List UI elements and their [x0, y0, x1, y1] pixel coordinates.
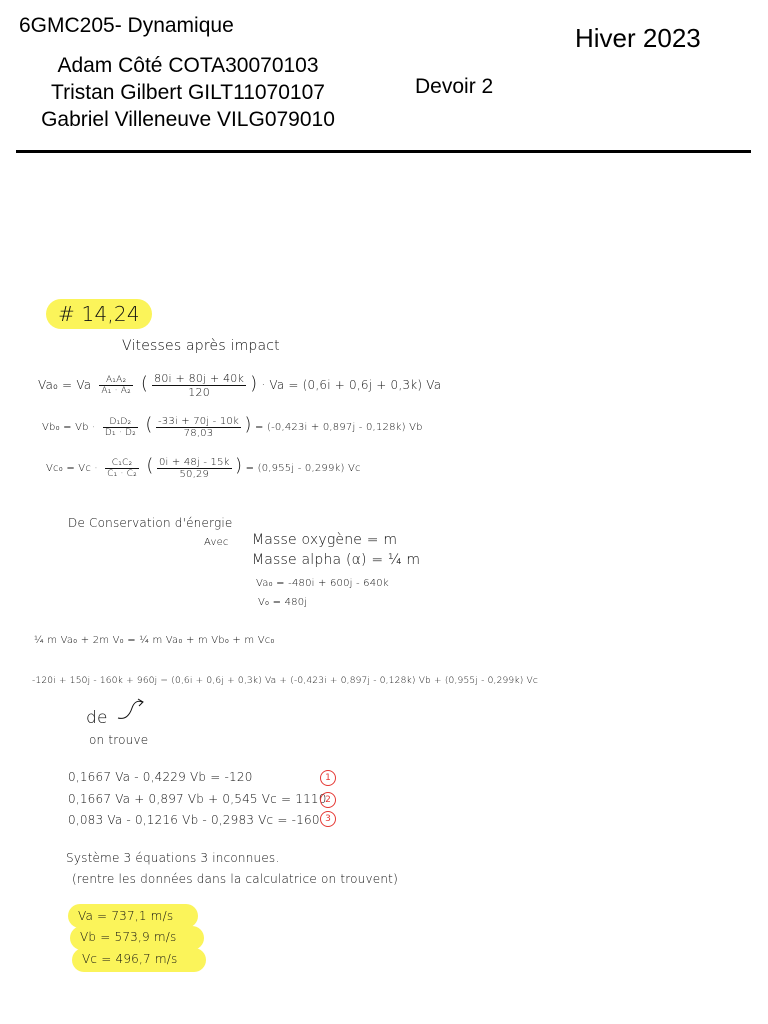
- result-vb: Vb = 573,9 m/s: [80, 930, 177, 944]
- fraction-denominator: 50,29: [179, 468, 210, 480]
- fraction-denominator: A₁ · A₂: [101, 386, 131, 396]
- result-va: Va = 737,1 m/s: [78, 909, 174, 923]
- fraction-numerator: 0i + 48j - 15k: [158, 456, 230, 468]
- system-equation-2: 0,1667 Va + 0,897 Vb + 0,545 Vc = 1110: [68, 792, 327, 806]
- course-title: 6GMC205- Dynamique: [19, 14, 234, 37]
- result-vc: Vc = 496,7 m/s: [82, 952, 178, 966]
- equation-result: = (0,955j - 0,299k) Vc: [245, 463, 361, 474]
- oxygen-mass: Masse oxygène = m: [252, 532, 398, 548]
- equation-va: Va₀ = Va $\frac{\text{A₁A₂}}{\text{A₁ · A₂}}$ ( $\frac{80i + 80j + 40k}{120}$ ) · Va = (0,6i + 0,6j + 0,3k) Va: [38, 372, 442, 399]
- fraction-numerator: C₁C₂: [105, 458, 139, 469]
- fraction-numerator: A₁A₂: [99, 375, 133, 386]
- fraction-numerator: 80i + 80j + 40k: [154, 372, 245, 385]
- problem-number: # 14,24: [46, 299, 152, 329]
- author-name: Adam Côté COTA30070103: [57, 54, 319, 77]
- equation-vc: Vc₀ = Vc · $\frac{\text{C₁C₂}}{\text{C₁ · C₂}}$ ( $\frac{0i + 48j - 15k}{50,29}$ ) = (0,955j - 0,299k) Vc: [46, 455, 361, 480]
- alpha-initial-velocity: Va₀ = -480i + 600j - 640k: [256, 578, 389, 589]
- momentum-equation: ¼ m Va₀ + 2m V₀ = ¼ m Va₀ + m Vb₀ + m Vc₀: [34, 635, 275, 646]
- fraction-numerator: D₁D₂: [103, 417, 138, 428]
- assignment-label: Devoir 2: [415, 75, 494, 98]
- fraction-denominator: D₁ · D₂: [104, 427, 136, 438]
- section-title: Vitesses après impact: [122, 338, 280, 354]
- unit-vector-fraction: [99, 375, 133, 396]
- equation-lhs: Vc₀ = Vc ·: [46, 463, 98, 474]
- unit-vector-fraction: [103, 417, 138, 438]
- alpha-mass: Masse alpha (α) = ¼ m: [252, 552, 421, 568]
- oxygen-initial-velocity: V₀ = 480j: [258, 597, 308, 608]
- equation-lhs: Vb₀ = Vb ·: [42, 422, 96, 433]
- equation-number-1: 1: [320, 770, 336, 786]
- arrow-icon: [116, 698, 146, 722]
- semester-label: Hiver 2023: [575, 23, 701, 53]
- direction-fraction: [156, 416, 241, 439]
- direction-fraction: [157, 457, 232, 480]
- fraction-denominator: 78,03: [183, 427, 214, 439]
- equation-vb: Vb₀ = Vb · $\frac{\text{D₁D₂}}{\text{D₁ · D₂}}$ ( $\frac{-33i + 70j - 10k}{78,03}$ ) = (-0,423i + 0,897j - 0,128k) Vb: [42, 414, 423, 439]
- calculator-note: (rentre les données dans la calculatrice on trouvent): [72, 872, 398, 886]
- fraction-denominator: C₁ · C₂: [107, 468, 137, 479]
- equation-number-3: 3: [320, 811, 336, 827]
- system-equation-3: 0,083 Va - 0,1216 Vb - 0,2983 Vc = -160: [68, 813, 320, 827]
- system-equation-1: 0,1667 Va - 0,4229 Vb = -120: [68, 770, 253, 784]
- equation-lhs: Va₀ = Va: [38, 378, 92, 392]
- on-trouve-label: on trouve: [89, 733, 149, 747]
- fraction-numerator: -33i + 70j - 10k: [157, 415, 239, 427]
- system-note: Système 3 équations 3 inconnues.: [66, 851, 280, 865]
- equation-number-2: 2: [320, 792, 336, 808]
- fraction-denominator: 120: [188, 386, 210, 399]
- author-name: Gabriel Villeneuve VILG079010: [41, 108, 335, 131]
- de-label: de: [86, 708, 108, 728]
- author-name: Tristan Gilbert GILT11070107: [51, 81, 325, 104]
- expanded-equation: -120i + 150j - 160k + 960j = (0,6i + 0,6j + 0,3k) Va + (-0,423i + 0,897j - 0,128k) Vb + (0,955j - 0,299k) Vc: [32, 676, 539, 686]
- conservation-heading: De Conservation d'énergie: [68, 516, 233, 530]
- equation-result: = (-0,423i + 0,897j - 0,128k) Vb: [255, 422, 423, 433]
- author-list: [18, 52, 358, 133]
- header-divider: [16, 150, 751, 153]
- equation-result: · Va = (0,6i + 0,6j + 0,3k) Va: [261, 378, 442, 392]
- avec-label: Avec: [204, 537, 229, 548]
- direction-fraction: [152, 372, 246, 399]
- unit-vector-fraction: [105, 458, 139, 479]
